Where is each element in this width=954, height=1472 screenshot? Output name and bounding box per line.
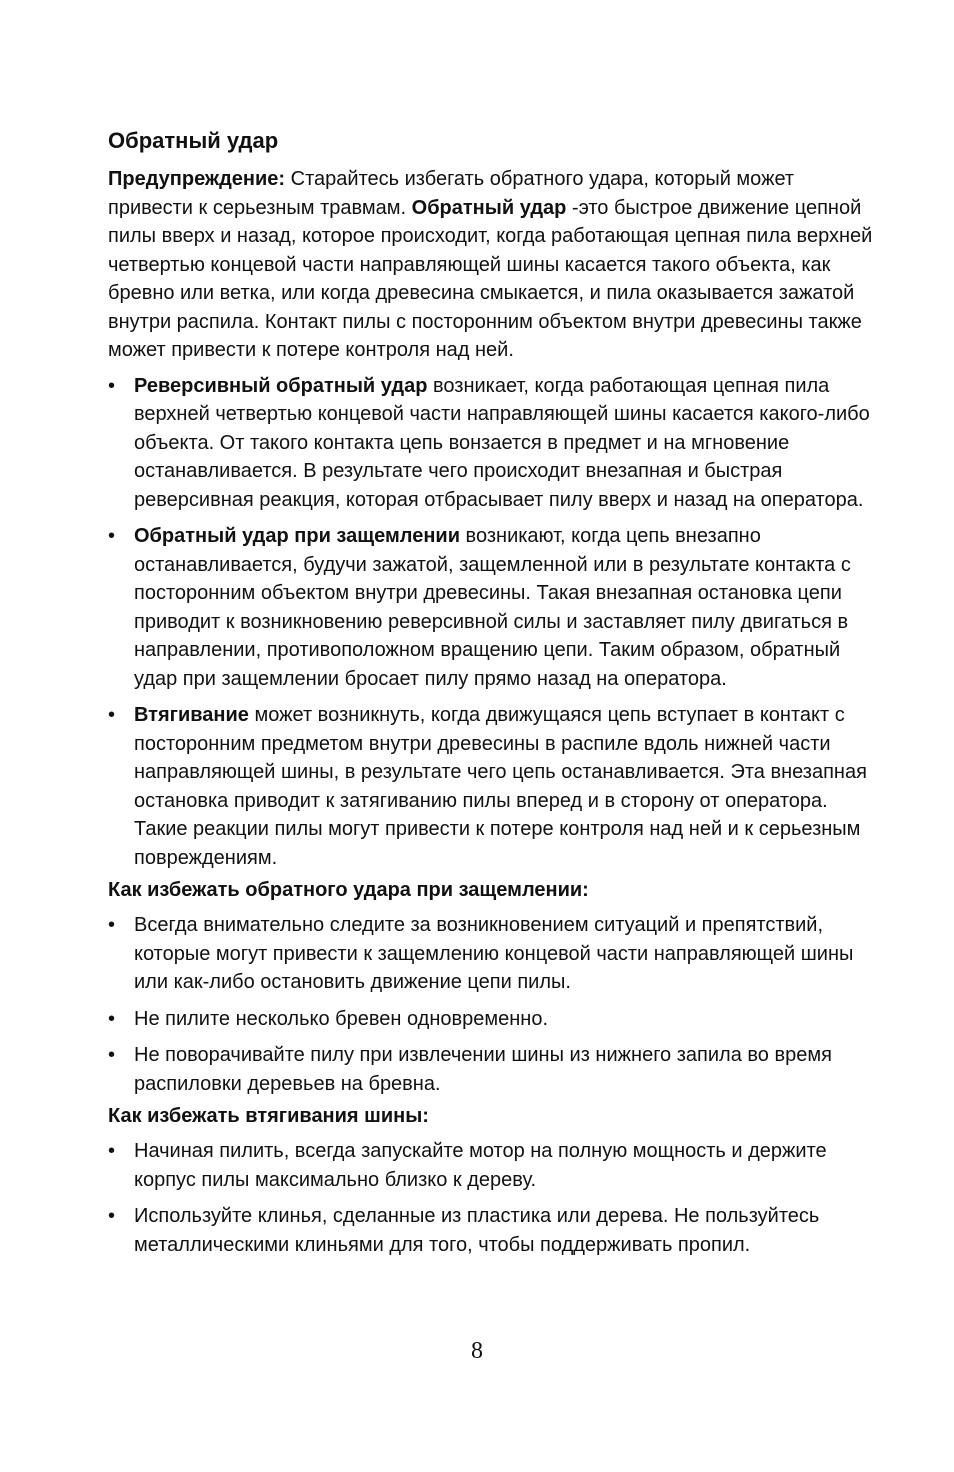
list-item [108,522,876,693]
list-item-text: возникает, когда работающая цепная пила верхней четвертью концевой части направляющей шины касается какого-либо объекта. От такого контакта цепь вонзается в предмет и на мгновение останавливается. В результате чего происходит внезапная и быстрая реверсивная реакция, которая отбрасывает пилу вверх и назад на оператора. [134,374,870,511]
section-title: Обратный удар [108,128,279,153]
list-item [108,1137,876,1194]
page-number: 8 [471,1338,483,1364]
list-item-text: Используйте клинья, сделанные из пластика или дерева. Не пользуйтесь металлическими клиньями для того, чтобы поддерживать пропил. [134,1205,820,1256]
list-item-text: Не поворачивайте пилу при извлечении шины из нижнего запила во время распиловки деревьев на бревна. [134,1044,832,1095]
bullet-icon: • [108,704,116,726]
list-item-text: возникают, когда цепь внезапно останавливается, будучи зажатой, защемленной или в результате контакта с посторонним объектом внутри древесины. Такая внезапная остановка цепи приводит к возникновению реверсивной силы и заставляет пилу двигаться в направлении, противоположном вращению цепи. Таким образом, обратный удар при защемлении бросает пилу прямо назад на оператора. [134,525,851,690]
list-item-text: может возникнуть, когда движущаяся цепь вступает в контакт с посторонним предметом внутри древесины в распиле вдоль нижней части направляющей шины, в результате чего цепь останавливается. Эта внезапная остановка приводит к затягиванию пилы вперед и в сторону от оператора. Такие реакции пилы могут привести к потере контроля над ней и к серьезным повреждениям. [134,704,867,869]
pull-heading: Как избежать втягивания шины: [108,1105,429,1127]
list-item [108,1041,876,1098]
bullet-icon: • [108,374,116,397]
bullet-icon: • [108,1044,116,1066]
intro-text-2: -это быстрое движение цепной пилы вверх и назад, которое происходит, когда работающая цепная пила верхней четвертью концевой части направляющей шины касается такого объекта, как бревно или ветка, или когда древесина смыкается, и пила оказывается зажатой внутри распила. Контакт пилы с посторонним объектом внутри древесины также может привести к потере контроля над ней. [108,196,873,361]
intro-paragraph [108,165,876,365]
bullet-icon: • [108,1007,116,1030]
list-item-term: Реверсивный обратный удар [134,374,428,397]
kickback-label: Обратный удар [411,196,567,219]
pinch-tips-list [108,911,876,1098]
page-content [108,127,876,1267]
list-item [108,1202,876,1259]
bullet-icon: • [108,525,116,547]
list-item [108,1005,876,1034]
bullet-icon: • [108,914,116,936]
kickback-types-list [108,372,876,873]
list-item [108,372,876,515]
list-item [108,911,876,997]
pull-tips-list [108,1137,876,1259]
list-item-term: Втягивание [134,704,249,726]
list-item-text: Не пилите несколько бревен одновременно. [134,1007,549,1030]
list-item [108,701,876,872]
bullet-icon: • [108,1140,116,1162]
pinch-heading: Как избежать обратного удара при защемлении: [108,879,589,901]
list-item-text: Всегда внимательно следите за возникновением ситуаций и препятствий, которые могут привести к защемлению концевой части направляющей шины или как-либо остановить движение цепи пилы. [134,914,854,993]
list-item-term: Обратный удар при защемлении [134,525,460,547]
list-item-text: Начиная пилить, всегда запускайте мотор на полную мощность и держите корпус пилы максимально близко к дереву. [134,1140,827,1191]
intro-text-1: Старайтесь избегать обратного удара, который может привести к серьезным травмам. [108,168,795,219]
warning-label: Предупреждение: [108,168,286,190]
bullet-icon: • [108,1205,116,1227]
